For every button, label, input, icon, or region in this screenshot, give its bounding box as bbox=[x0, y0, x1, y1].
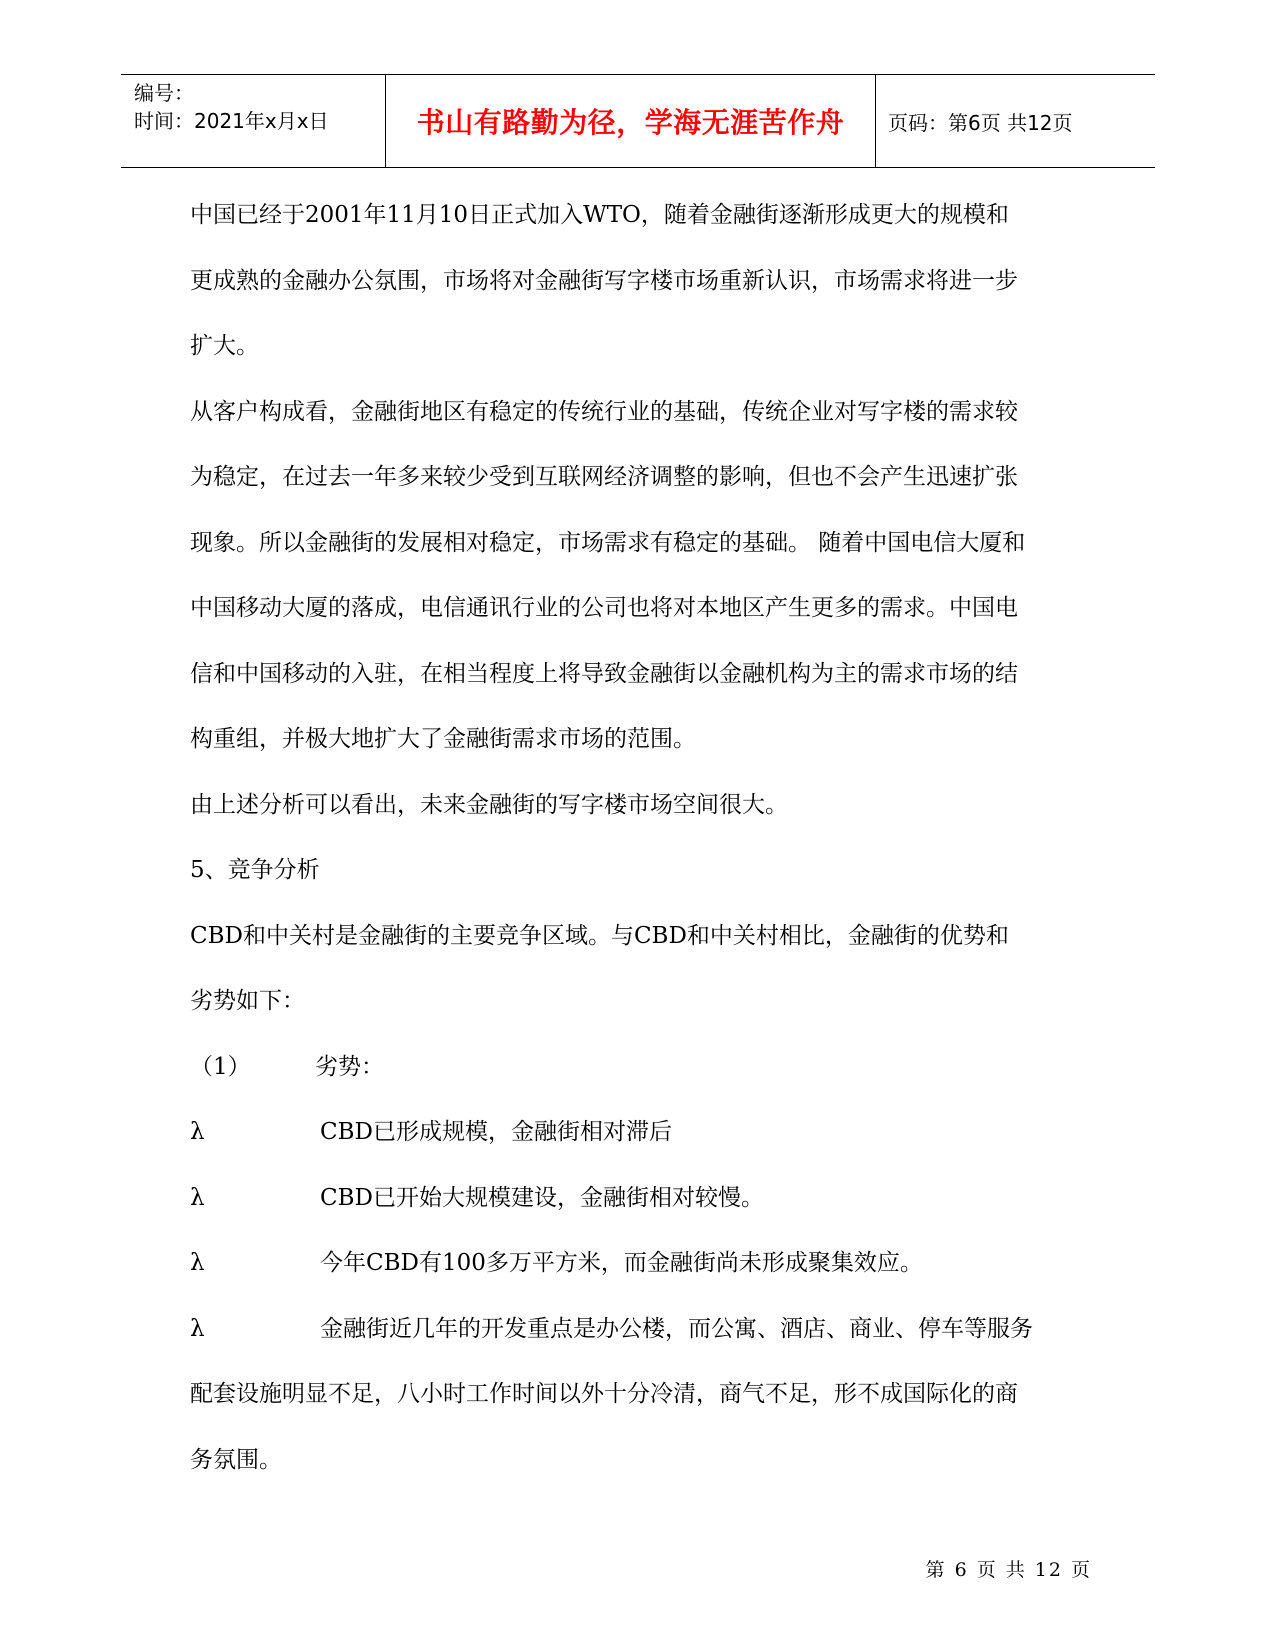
paragraph-line: 为稳定，在过去一年多来较少受到互联网经济调整的影响，但也不会产生迅速扩张 bbox=[190, 464, 1018, 490]
header-meta bbox=[121, 75, 386, 167]
paragraph-line: 信和中国移动的入驻，在相当程度上将导致金融街以金融机构为主的需求市场的结 bbox=[190, 660, 1018, 687]
list-item bbox=[190, 1231, 1095, 1297]
paragraph-line: 劣势如下： bbox=[190, 988, 305, 1014]
sub-heading-marker: （1） bbox=[190, 1053, 251, 1080]
bullet-marker: λ bbox=[190, 1184, 205, 1211]
section-heading: 5、竞争分析 bbox=[190, 857, 320, 883]
bullet-marker: λ bbox=[190, 1250, 205, 1276]
paragraph-line: CBD和中关村是金融街的主要竞争区域。与CBD和中关村相比，金融街的优势和 bbox=[190, 922, 1009, 949]
date-label: 时间：2021年x月x日 bbox=[134, 109, 329, 133]
page-header bbox=[121, 74, 1155, 168]
paragraph-line: 现象。所以金融街的发展相对稳定，市场需求有稳定的基础。 随着中国电信大厦和 bbox=[190, 529, 1026, 556]
list-item-text: CBD已形成规模，金融街相对滞后 bbox=[320, 1119, 672, 1145]
bullet-marker: λ bbox=[190, 1119, 205, 1145]
paragraph-line: 构重组，并极大地扩大了金融街需求市场的范围。 bbox=[190, 726, 696, 752]
paragraph-line: 配套设施明显不足，八小时工作时间以外十分冷清，商气不足，形不成国际化的商 bbox=[190, 1381, 1018, 1407]
page-footer: 第 6 页 共 12 页 bbox=[925, 1559, 1092, 1581]
sub-heading bbox=[190, 1035, 1095, 1101]
number-label: 编号： bbox=[134, 81, 194, 105]
paragraph-line: 中国已经于2001年11月10日正式加入WTO，随着金融街逐渐形成更大的规模和 bbox=[190, 202, 1009, 228]
list-item-text: 金融街近几年的开发重点是办公楼，而公寓、酒店、商业、停车等服务 bbox=[320, 1315, 1033, 1342]
header-page-label: 页码：第6页 共12页 bbox=[888, 110, 1073, 135]
paragraph-line: 从客户构成看，金融街地区有稳定的传统行业的基础，传统企业对写字楼的需求较 bbox=[190, 398, 1018, 425]
paragraph-line: 务氛围。 bbox=[190, 1446, 282, 1473]
paragraph-line: 更成熟的金融办公氛围，市场将对金融街写字楼市场重新认识，市场需求将进一步 bbox=[190, 267, 1018, 294]
paragraph-line: 中国移动大厦的落成，电信通讯行业的公司也将对本地区产生更多的需求。中国电 bbox=[190, 595, 1018, 621]
header-motto: 书山有路勤为径，学海无涯苦作舟 bbox=[386, 75, 876, 167]
paragraph-line: 由上述分析可以看出，未来金融街的写字楼市场空间很大。 bbox=[190, 791, 788, 818]
list-item bbox=[190, 1100, 1095, 1166]
list-item bbox=[190, 1297, 1095, 1363]
list-item-text: CBD已开始大规模建设，金融街相对较慢。 bbox=[320, 1184, 764, 1211]
list-item bbox=[190, 1166, 1095, 1232]
list-item-text: 今年CBD有100多万平方米，而金融街尚未形成聚集效应。 bbox=[320, 1250, 923, 1276]
document-body bbox=[190, 183, 1095, 1493]
paragraph-line: 扩大。 bbox=[190, 333, 259, 359]
bullet-marker: λ bbox=[190, 1315, 205, 1342]
sub-heading-text: 劣势： bbox=[315, 1053, 384, 1080]
